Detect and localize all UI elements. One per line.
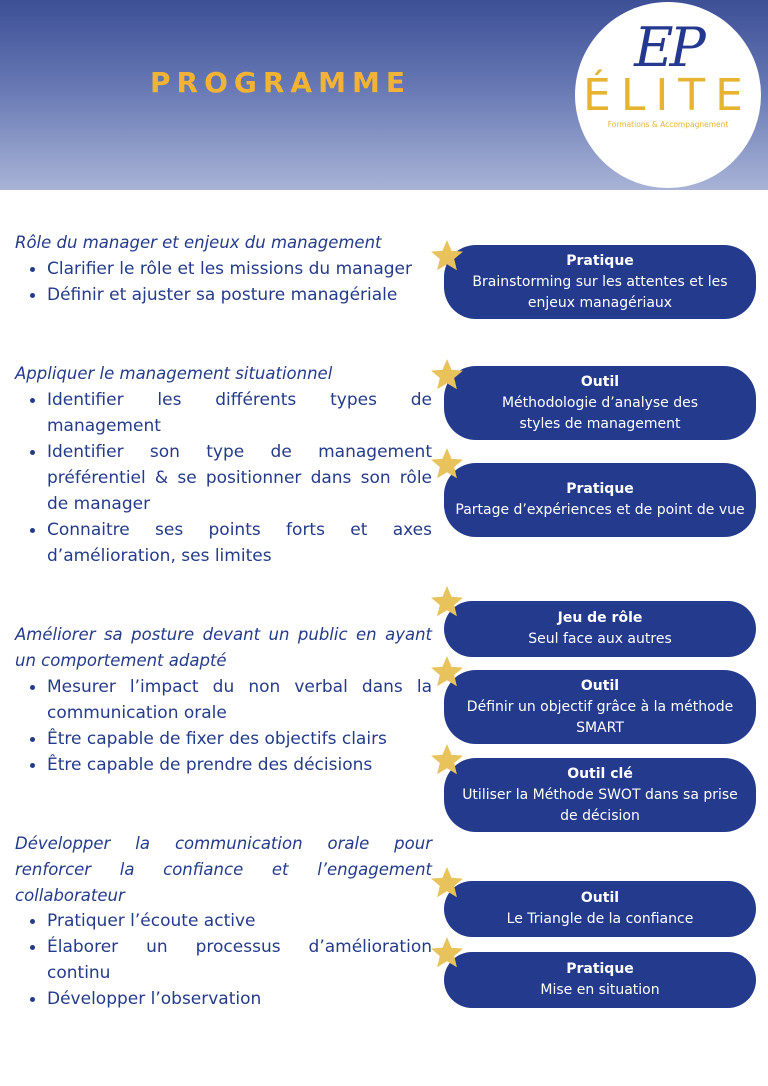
elite-logo: [575, 2, 761, 188]
bullet-item: Identifier son type de management préférentiel & se positionner dans son rôle de manager: [0, 439, 432, 517]
section-bullets-1: [0, 256, 432, 308]
bullet-item: Être capable de fixer des objectifs clairs: [0, 726, 432, 752]
bullet-item: Identifier les différents types de management: [0, 387, 432, 439]
logo-wordmark: ÉLITE: [583, 70, 753, 121]
activity-pill-jeu-de-role: [444, 601, 756, 657]
section-bullets-3: [0, 674, 432, 778]
pill-title: Pratique: [566, 481, 634, 497]
activity-pill-outil: [444, 881, 756, 937]
section-title-4: Développer la communication orale pour renforcer la confiance et l’engagement collaborateur: [15, 834, 432, 905]
bullet-item: Définir et ajuster sa posture managériale: [0, 282, 432, 308]
bullet-item: Élaborer un processus d’amélioration continu: [0, 934, 432, 986]
pill-text: Définir un objectif grâce à la méthode SMART: [466, 698, 734, 736]
bullet-item: Clarifier le rôle et les missions du manager: [0, 256, 432, 282]
page-title: PROGRAMME: [150, 66, 411, 99]
star-icon: [429, 865, 465, 901]
section-bullets-2: [0, 387, 432, 569]
logo-tagline: Formations & Accompagnement: [607, 120, 729, 129]
star-icon: [429, 357, 465, 393]
pill-text: Le Triangle de la confiance: [506, 911, 694, 927]
star-icon: [429, 935, 465, 971]
star-icon: [429, 238, 465, 274]
star-icon: [429, 654, 465, 690]
section-bullets-4: [0, 908, 432, 1012]
header-banner: [0, 0, 768, 190]
activity-pill-outil-cle: [444, 758, 756, 832]
bullet-item: Mesurer l’impact du non verbal dans la communication orale: [0, 674, 432, 726]
pill-text: Utiliser la Méthode SWOT dans sa prise de décision: [462, 786, 738, 824]
logo-monogram: EP: [634, 16, 702, 79]
activity-pill-pratique: [444, 245, 756, 319]
bullet-item: Pratiquer l’écoute active: [0, 908, 432, 934]
star-icon: [429, 446, 465, 482]
bullet-item: Développer l’observation: [0, 986, 432, 1012]
section-title-3: Améliorer sa posture devant un public en ayant un comportement adapté: [15, 625, 432, 670]
pill-title: Outil: [580, 677, 620, 694]
activity-pill-outil: [444, 366, 756, 440]
activity-pill-outil: [444, 670, 756, 744]
star-icon: [429, 742, 465, 778]
pill-title: Outil clé: [567, 765, 633, 782]
pill-title: Pratique: [566, 961, 634, 977]
pill-text: Méthodologie d’analyse des styles de management: [501, 394, 699, 432]
section-title-2: Appliquer le management situationnel: [15, 364, 333, 383]
pill-text: Partage d’expériences et de point de vue: [455, 502, 745, 518]
bullet-item: Être capable de prendre des décisions: [0, 752, 432, 778]
activity-pill-pratique: [444, 463, 756, 537]
pill-title: Jeu de rôle: [557, 610, 643, 626]
star-icon: [429, 584, 465, 620]
pill-text: Brainstorming sur les attentes et les enjeux managériaux: [472, 273, 728, 311]
pill-title: Pratique: [566, 252, 634, 269]
bullet-item: Connaitre ses points forts et axes d’amélioration, ses limites: [0, 517, 432, 569]
section-title-1: Rôle du manager et enjeux du management: [15, 233, 382, 252]
activity-pill-pratique: [444, 952, 756, 1008]
pill-title: Outil: [580, 373, 620, 390]
pill-text: Mise en situation: [540, 982, 660, 998]
pill-text: Seul face aux autres: [528, 631, 672, 647]
pill-title: Outil: [580, 890, 620, 906]
